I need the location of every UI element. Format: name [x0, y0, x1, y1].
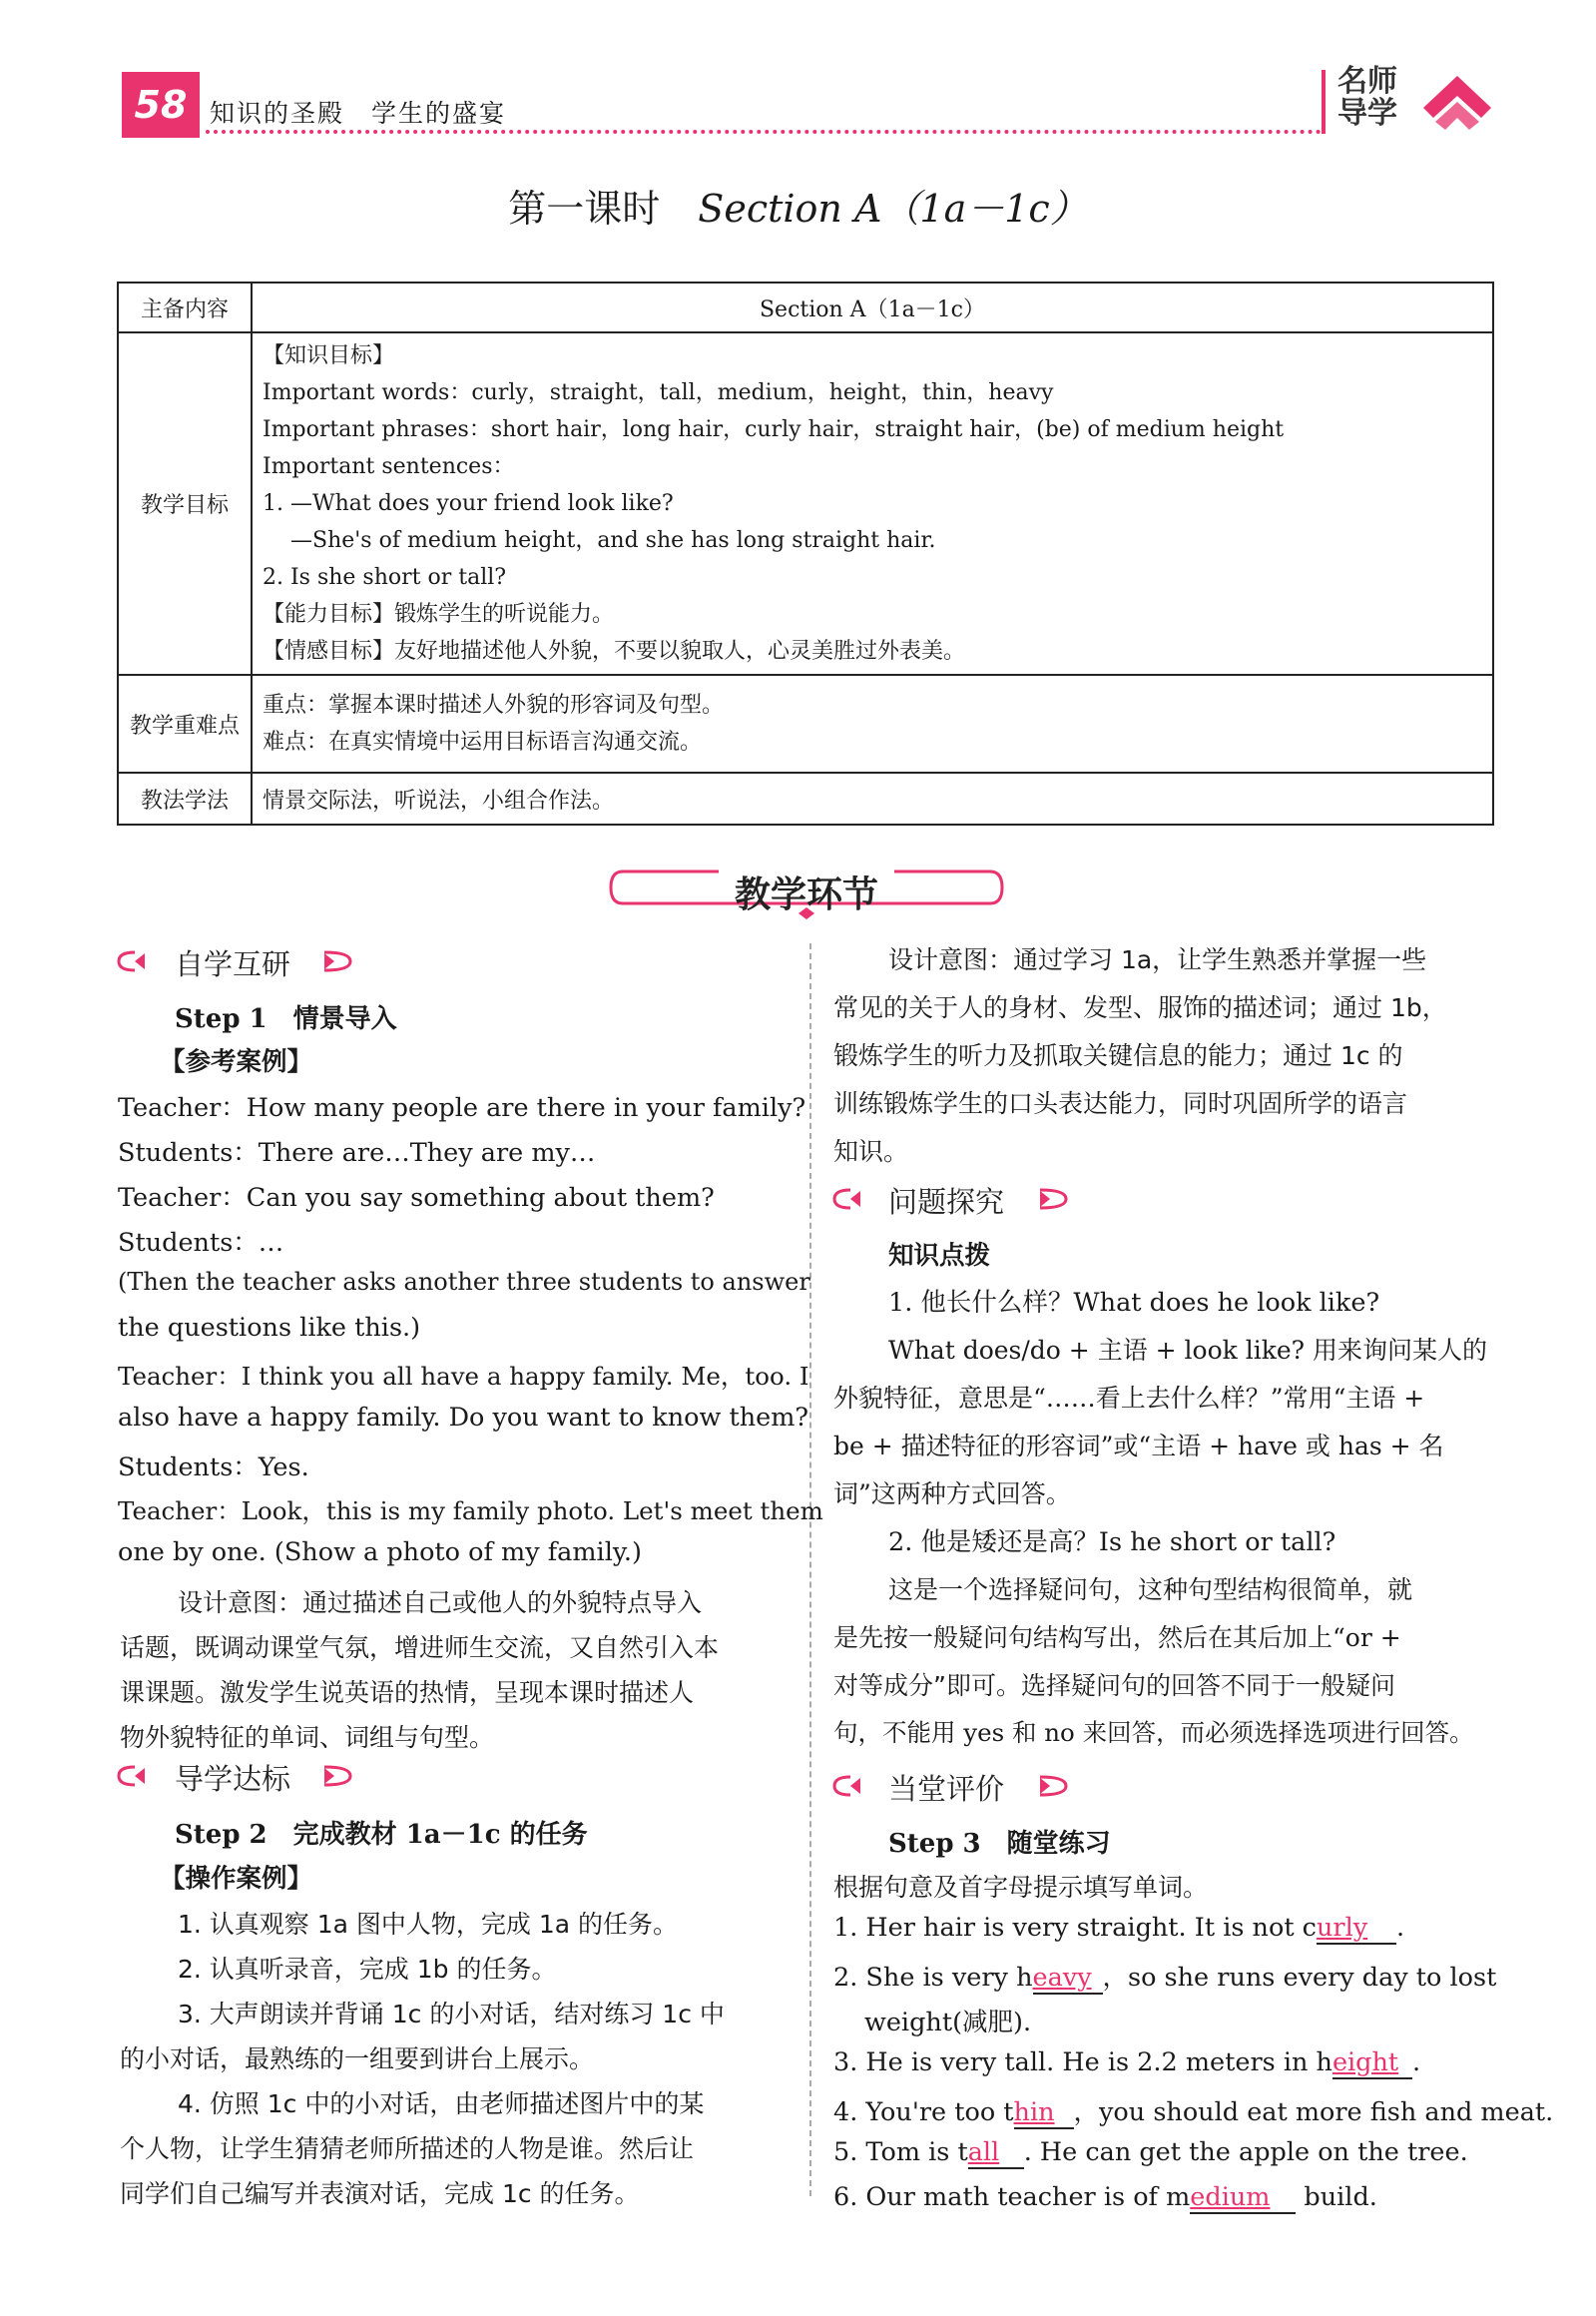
exercise-text: . He can get the apple on the tree. — [1023, 2137, 1468, 2167]
exercise-text: 4. You're too t — [833, 2097, 1014, 2127]
section-title: 教学环节 — [734, 874, 878, 915]
header-divider — [1322, 70, 1326, 134]
dialog-line: also have a happy family. Do you want to know them? — [118, 1403, 809, 1433]
task-line: 的小对话，最熟练的一组要到讲台上展示。 — [120, 2044, 595, 2073]
exercise-text: . — [1395, 1913, 1405, 1943]
dialog-line: Teacher：How many people are there in your family? — [118, 1093, 806, 1123]
task-line: 2. 认真听录音，完成 1b 的任务。 — [178, 1955, 557, 1984]
dialog-line: Students：There are…They are my… — [118, 1138, 596, 1168]
lesson-info-table — [117, 282, 1494, 826]
exercise-answer: eavy — [1032, 1963, 1092, 1993]
point-line: 外貌特征，意思是“……看上去什么样？”常用“主语 + — [833, 1384, 1425, 1413]
exercise-text: 2. She is very h — [833, 1963, 1033, 1993]
content-label: 主备内容 — [118, 283, 252, 332]
intent-line: 常见的关于人的身材、发型、服饰的描述词；通过 1b， — [833, 993, 1447, 1022]
exercise-text: ，you should eat more fish and meat. — [1073, 2097, 1554, 2127]
page-number: 58 — [122, 72, 200, 138]
brand-logo-icon — [1417, 70, 1497, 134]
task-line: 同学们自己编写并表演对话，完成 1c 的任务。 — [120, 2179, 640, 2208]
dialog-line: Teacher：Can you say something about them? — [118, 1183, 715, 1213]
exercise-answer: hin — [1013, 2097, 1055, 2127]
intent-line: 课课题。激发学生说英语的热情，呈现本课时描述人 — [120, 1678, 695, 1707]
intent-line: 训练锻炼学生的口头表达能力，同时巩固所学的语言 — [833, 1089, 1408, 1118]
exercise-item — [833, 2137, 1468, 2169]
case-label: 【操作案例】 — [160, 1864, 313, 1894]
task-line: 4. 仿照 1c 中的小对话，由老师描述图片中的某 — [178, 2089, 705, 2118]
task-line: 1. 认真观察 1a 图中人物，完成 1a 的任务。 — [178, 1910, 679, 1939]
intent-line: 话题，既调动课堂气氛，增进师生交流，又自然引入本 — [120, 1633, 720, 1662]
intent-line: 锻炼学生的听力及抓取关键信息的能力；通过 1c 的 — [833, 1041, 1403, 1070]
exercise-text: . — [1411, 2047, 1421, 2077]
key-point-line: 重点：掌握本课时描述人外貌的形容词及句型。 — [263, 693, 725, 718]
point-line: 是先按一般疑问句结构写出，然后在其后加上“or + — [833, 1623, 1401, 1652]
goal-line: Important sentences： — [263, 454, 515, 479]
exercise-item — [833, 1913, 1404, 1945]
exercise-item — [864, 2003, 1031, 2038]
goal-line: 1. —What does your friend look like? — [263, 491, 674, 516]
goal-line: 【知识目标】 — [263, 343, 395, 368]
task-line: 3. 大声朗读并背诵 1c 的小对话，结对练习 1c 中 — [178, 2000, 725, 2028]
pill-class-evaluation: 当堂评价 — [888, 1772, 1005, 1806]
lesson-title — [0, 178, 1596, 233]
method-value: 情景交际法，听说法，小组合作法。 — [252, 773, 1493, 825]
exercise-item — [833, 2092, 1553, 2129]
key-point-line: 难点：在真实情境中运用目标语言沟通交流。 — [263, 730, 703, 755]
exercise-item — [833, 1958, 1496, 1995]
point-line: What does/do + 主语 + look like? 用来询问某人的 — [888, 1336, 1488, 1365]
intent-line: 设计意图：通过学习 1a，让学生熟悉并掌握一些 — [888, 945, 1427, 974]
knowledge-heading: 知识点拨 — [888, 1241, 991, 1271]
exercise-item — [833, 2047, 1420, 2079]
dialog-line: Teacher：Look，this is my family photo. Let's meet them — [118, 1496, 823, 1525]
goals-cell — [252, 332, 1493, 675]
goal-line: 2. Is she short or tall? — [263, 565, 507, 590]
exercise-text: weight(减肥). — [864, 2008, 1032, 2037]
exercise-answer: urly — [1316, 1913, 1368, 1943]
exercise-answer: edium — [1190, 2182, 1271, 2212]
intent-line: 知识。 — [833, 1137, 909, 1166]
goal-line: Important words：curly，straight，tall，medium，height，thin，heavy — [263, 380, 1054, 405]
goal-line: —She's of medium height，and she has long straight hair. — [290, 528, 936, 553]
exercise-text: 5. Tom is t — [833, 2137, 968, 2167]
key-points-label: 教学重难点 — [118, 675, 252, 773]
goals-label: 教学目标 — [118, 332, 252, 675]
goal-line: 【能力目标】锻炼学生的听说能力。 — [263, 602, 615, 627]
exercise-text: ，so she runs every day to lost — [1102, 1963, 1497, 1993]
intent-line: 物外貌特征的单词、词组与句型。 — [120, 1723, 495, 1752]
lesson-section: Section A（1a－1c） — [698, 187, 1088, 231]
content-value: Section A（1a－1c） — [252, 283, 1493, 332]
goal-line: Important phrases：short hair，long hair，curly hair，straight hair，(be) of medium height — [263, 417, 1285, 442]
exercise-answer: eight — [1331, 2047, 1399, 2077]
point-line: 1. 他长什么样？What does he look like? — [888, 1288, 1380, 1318]
dialog-line: Students：Yes. — [118, 1452, 309, 1482]
lesson-number: 第一课时 — [508, 187, 661, 231]
exercise-item — [833, 2182, 1377, 2214]
dialog-line: Students：… — [118, 1228, 284, 1258]
brand-line-1: 名师 — [1337, 64, 1397, 99]
point-line: 2. 他是矮还是高？Is he short or tall? — [888, 1527, 1336, 1557]
point-line: 句，不能用 yes 和 no 来回答，而必须选择选项进行回答。 — [833, 1718, 1474, 1747]
dialog-line: Teacher：I think you all have a happy family. Me，too. I — [118, 1362, 809, 1391]
pill-guided-learning: 导学达标 — [175, 1762, 291, 1796]
pill-problem-inquiry: 问题探究 — [888, 1185, 1005, 1219]
step-2-heading: Step 2 完成教材 1a－1c 的任务 — [175, 1820, 588, 1850]
key-points-cell — [252, 675, 1493, 773]
dialog-line: the questions like this.) — [118, 1313, 421, 1343]
header-dotted-rule — [206, 130, 1322, 134]
task-line: 个人物，让学生猜猜老师所描述的人物是谁。然后让 — [120, 2134, 695, 2163]
header-slogan: 知识的圣殿 学生的盛宴 — [210, 99, 507, 128]
brand-text — [1337, 66, 1413, 130]
exercise-text: build. — [1296, 2182, 1377, 2212]
exercise-text: 6. Our math teacher is of m — [833, 2182, 1191, 2212]
intent-line: 设计意图：通过描述自己或他人的外貌特点导入 — [178, 1588, 703, 1617]
exercise-text: 3. He is very tall. He is 2.2 meters in h — [833, 2047, 1332, 2077]
brand-line-2: 导学 — [1337, 96, 1397, 131]
method-label: 教法学法 — [118, 773, 252, 825]
pill-self-study: 自学互研 — [175, 947, 291, 981]
exercise-instruction: 根据句意及首字母提示填写单词。 — [833, 1873, 1209, 1902]
dialog-line: one by one. (Show a photo of my family.) — [118, 1537, 642, 1567]
step-1-heading: Step 1 情景导入 — [175, 1004, 397, 1034]
point-line: be + 描述特征的形容词”或“主语 + have 或 has + 名 — [833, 1432, 1444, 1460]
exercise-answer: all — [967, 2137, 1000, 2167]
point-line: 对等成分”即可。选择疑问句的回答不同于一般疑问 — [833, 1671, 1395, 1700]
column-divider — [809, 943, 813, 2196]
point-line: 词”这两种方式回答。 — [833, 1479, 1071, 1508]
point-line: 这是一个选择疑问句，这种句型结构很简单，就 — [888, 1575, 1413, 1604]
exercise-text: 1. Her hair is very straight. It is not c — [833, 1913, 1317, 1943]
dialog-line: (Then the teacher asks another three students to answer — [118, 1268, 810, 1296]
goal-line: 【情感目标】友好地描述他人外貌，不要以貌取人，心灵美胜过外表美。 — [263, 639, 966, 664]
case-label: 【参考案例】 — [160, 1047, 313, 1077]
step-3-heading: Step 3 随堂练习 — [888, 1829, 1111, 1859]
